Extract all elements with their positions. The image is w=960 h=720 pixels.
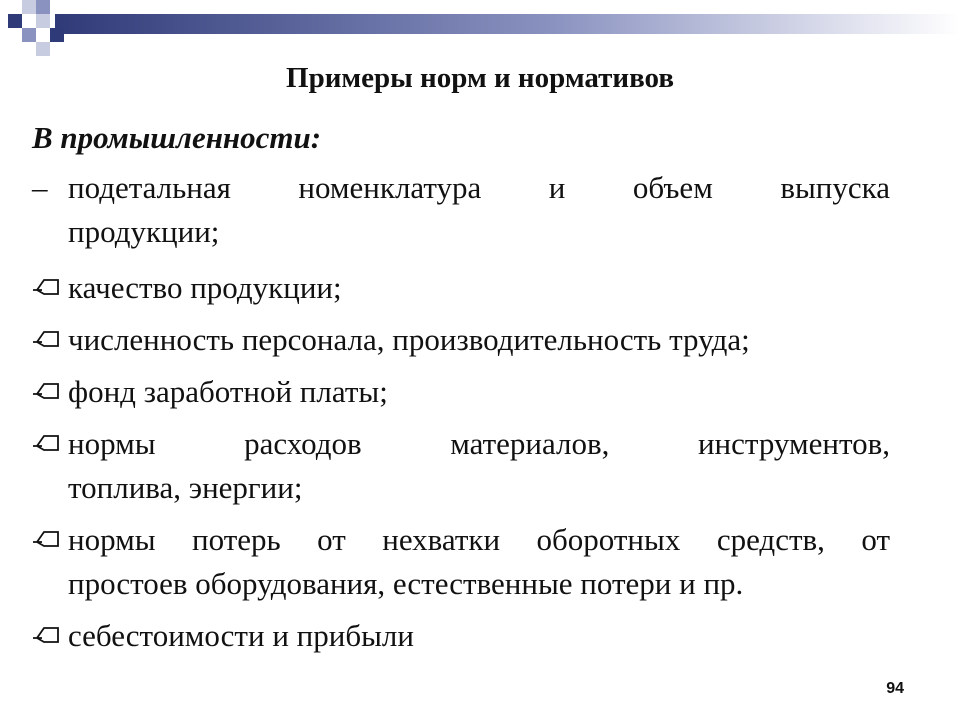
folder-bullet-icon <box>32 624 62 646</box>
folder-bullet-icon <box>32 528 62 550</box>
folder-bullet-icon <box>32 328 62 350</box>
section-subtitle: В промышленности: <box>32 120 322 155</box>
list-item <box>68 318 890 362</box>
list-item-text: топлива, энергии; <box>68 470 303 505</box>
list-item <box>68 614 890 658</box>
list-item <box>68 370 890 414</box>
list-item-text: подетальная номенклатура и объем выпуска <box>68 170 890 205</box>
folder-bullet-icon <box>32 432 62 454</box>
list-item <box>68 518 890 606</box>
list-item-text: простоев оборудования, естественные потери и пр. <box>68 566 744 601</box>
folder-bullet-icon <box>32 380 62 402</box>
list-item-text: себестоимости и прибыли <box>68 618 414 653</box>
list-item <box>68 266 890 310</box>
list-item-text: нормы потерь от нехватки оборотных средств, от <box>68 522 890 557</box>
list-item <box>68 422 890 510</box>
list-item-text: нормы расходов материалов, инструментов, <box>68 426 890 461</box>
list-item-text: продукции; <box>68 214 220 249</box>
dash-marker: – <box>32 170 48 205</box>
list-item <box>32 166 890 254</box>
list-item-text: фонд заработной платы; <box>68 374 388 409</box>
list-item-text: качество продукции; <box>68 270 342 305</box>
folder-bullet-icon <box>32 276 62 298</box>
page-number: 94 <box>886 680 904 697</box>
slide-title: Примеры норм и нормативов <box>286 62 674 94</box>
list-item-text: численность персонала, производительность труда; <box>68 322 750 357</box>
header-decoration <box>0 0 960 60</box>
